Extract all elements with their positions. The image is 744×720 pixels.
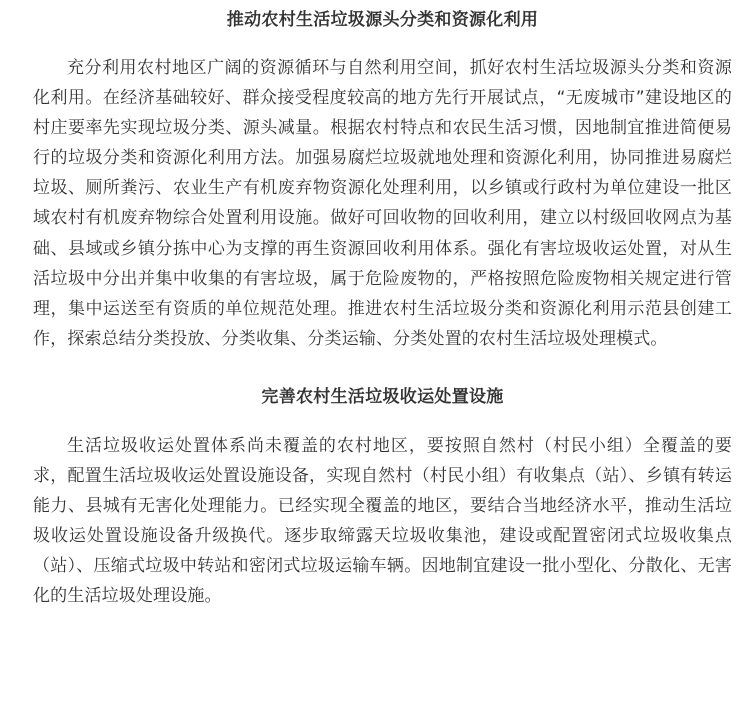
section-paragraph-source-sorting: 充分利用农村地区广阔的资源循环与自然利用空间，抓好农村生活垃圾源头分类和资源化利用。在经济基础较好、群众接受程度较高的地方先行开展试点，“无废城市”建设地区的村庄要率先实现垃圾分类、源头减量。根据农村特点和农民生活习惯，因地制宜推进简便易行的垃圾分类和资源化利用方法。加强易腐烂垃圾就地处理和资源化利用，协同推进易腐烂垃圾、厕所粪污、农业生产有机废弃物资源化处理利用，以乡镇或行政村为单位建设一批区域农村有机废弃物综合处置利用设施。做好可回收物的回收利用，建立以村级回收网点为基础、县域或乡镇分拣中心为支撑的再生资源回收利用体系。强化有害垃圾收运处置，对从生活垃圾中分出并集中收集的有害垃圾，属于危险废物的，严格按照危险废物相关规定进行管理，集中运送至有资质的单位规范处理。推进农村生活垃圾分类和资源化利用示范县创建工作，探索总结分类投放、分类收集、分类运输、分类处置的农村生活垃圾处理模式。 xyxy=(33,58,732,349)
section-paragraph-collection-facilities: 生活垃圾收运处置体系尚未覆盖的农村地区，要按照自然村（村民小组）全覆盖的要求，配置生活垃圾收运处置设施设备，实现自然村（村民小组）有收集点（站）、乡镇有转运能力、县城有无害化处理能力。已经实现全覆盖的地区，要结合当地经济水平，推动生活垃圾收运处置设施设备升级换代。逐步取缔露天垃圾收集池，建设或配置密闭式垃圾收集点（站）、压缩式垃圾中转站和密闭式垃圾运输车辆。因地制宜建设一批小型化、分散化、无害化的生活垃圾处理设施。 xyxy=(33,435,732,607)
section-title-source-sorting: 推动农村生活垃圾源头分类和资源化利用 xyxy=(226,10,539,30)
section-title-collection-facilities: 完善农村生活垃圾收运处置设施 xyxy=(261,386,504,407)
